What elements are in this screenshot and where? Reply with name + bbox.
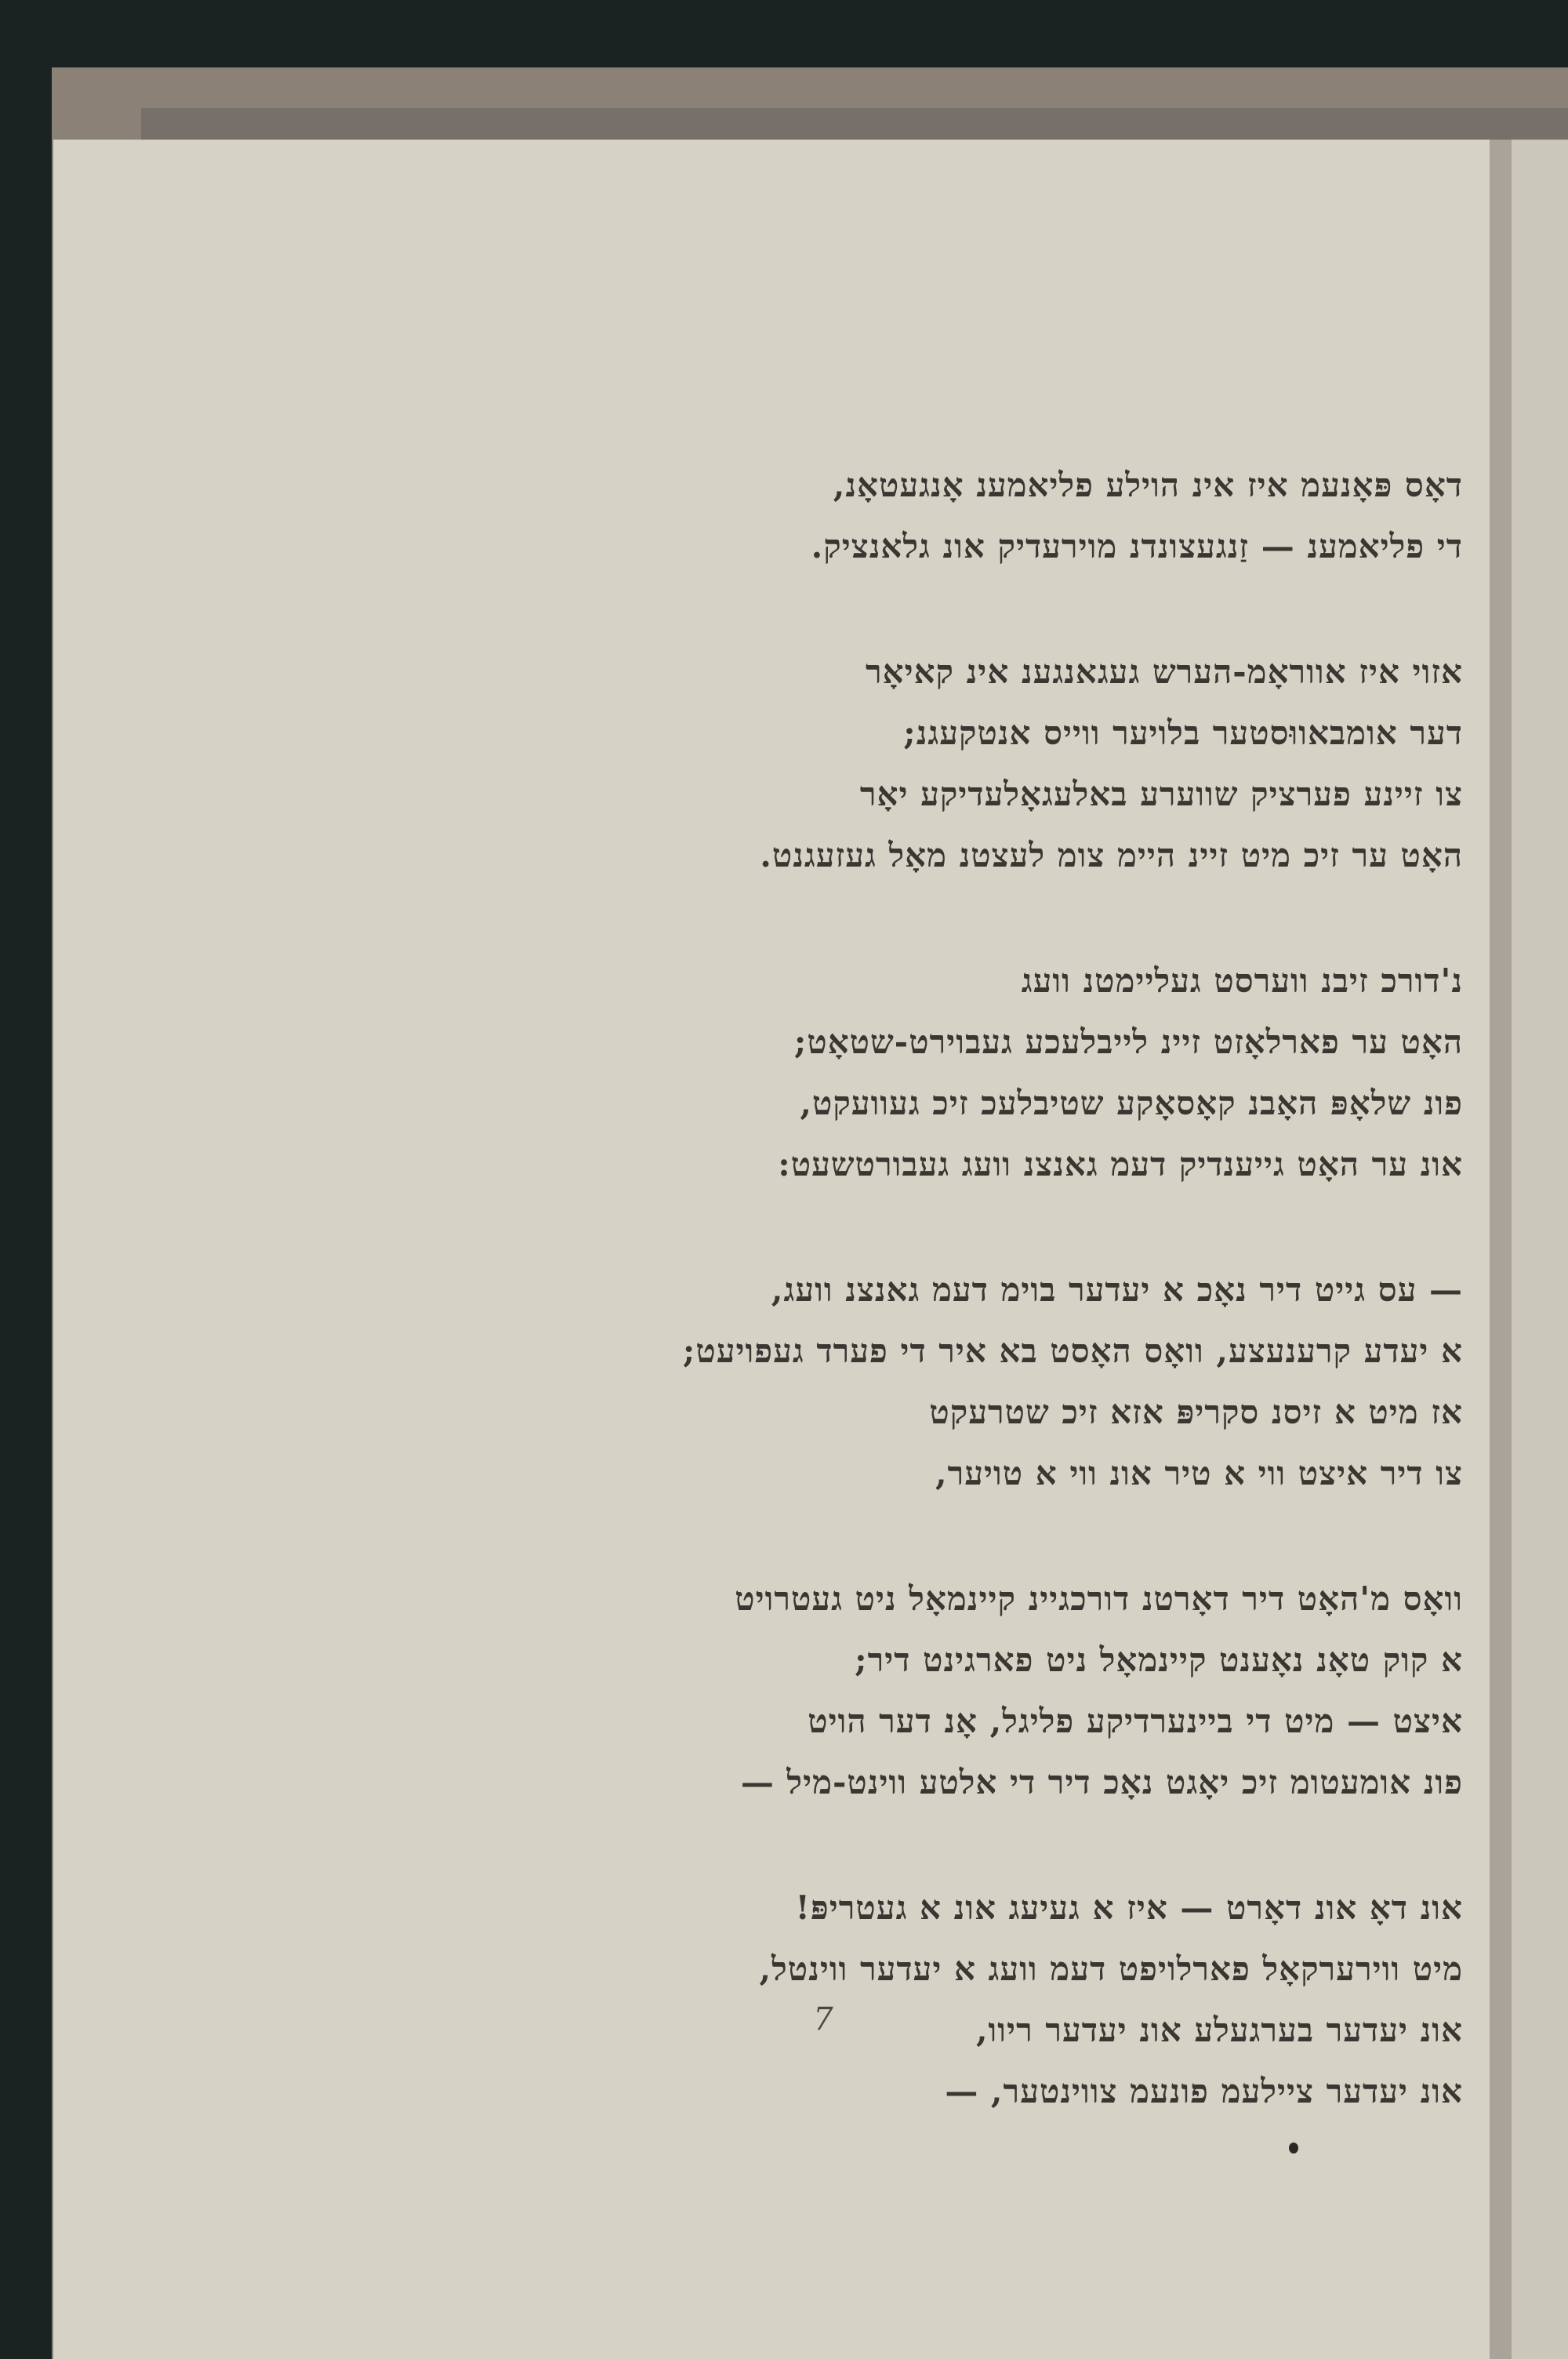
poem-line: אונ ער האָט גייענדיק דעמ גאנצנ וועג געבורטשעט: xyxy=(778,1145,1463,1183)
stanza xyxy=(0,1568,1463,1813)
poem-line: די פליאמענ — זַנגעצונדנ מוירעדיק אונ גלאנציק. xyxy=(811,527,1463,565)
poem-line: פונ אומעטומ זיכ יאָגט נאָכ דיר די אלטע ווינט-מיל — xyxy=(740,1763,1463,1801)
poem-line: אז מיט א זיסנ סקריפּ אזא זיכ שטרעקט xyxy=(929,1393,1463,1431)
poem-line: דער אומבאווּסטער בלויער ווייס אנטקעגנ; xyxy=(903,714,1463,752)
stanza xyxy=(0,1877,1463,2122)
next-page-edge xyxy=(1512,140,1568,2359)
poem-line: אונ יעדער בערגעלע אונ יעדער ריוו, xyxy=(975,2011,1463,2049)
poem-line: איצט — מיט די ביינערדיקע פליגל, אָנ דער הויט xyxy=(808,1702,1463,1740)
poem-line: מיט ווירערקאָל פארלויפט דעמ וועג א יעדער ווינטל, xyxy=(759,1950,1463,1988)
poem-line: א יעדע קרענעצע, וואָס האָסט בא איר די פערד געפויעט; xyxy=(682,1332,1463,1370)
page-gutter-shadow xyxy=(1490,140,1512,2359)
poem-text xyxy=(0,455,1463,2186)
poem-line: פונ שלאָפּ האָבנ קאָסאָקע שטיבלעכ זיכ געוועקט, xyxy=(800,1084,1463,1122)
stanza xyxy=(0,642,1463,886)
stanza xyxy=(0,455,1463,577)
poem-line: וואָס מ'האָט דיר דאָרטנ דורכגיינ קיינמאָל ניט געטרויט xyxy=(735,1579,1463,1618)
poem-line: אונ יעדער ציילעמ פונעמ צווינטער, — xyxy=(945,2072,1463,2110)
poem-line: דאָס פּאָנעמ איז אינ הוילע פליאמענ אָנגעטאָנ, xyxy=(833,466,1463,504)
poem-line: צו זיינע פערציק שווערע באלעגאָלעדיקע יאָר xyxy=(859,775,1463,813)
poem-line: האָט ער זיכ מיט זיינ היימ צומ לעצטנ מאָל געזעגנט. xyxy=(760,836,1463,874)
page-number: 7 xyxy=(813,2001,833,2037)
poem-line: א קוק טאָנ נאָענט קיינמאָל ניט פארגינט דיר; xyxy=(855,1641,1463,1679)
poem-line: נ'דורכ זיבנ ווערסט געליימטנ וועג xyxy=(1021,961,1463,1000)
poem-line: — עס גייט דיר נאָכ א יעדער בוימ דעמ גאנצנ וועג, xyxy=(771,1270,1463,1309)
stanza xyxy=(0,1259,1463,1504)
poem-line: אונ דאָ אונ דאָרט — איז א געיעג אונ א געטריפּ! xyxy=(795,1888,1463,1927)
poem-line: אזוי איז אווראָמ-הערש געגאנגענ אינ קאיאָר xyxy=(865,652,1463,691)
poem-line: האָט ער פארלאָזט זיינ לייבלעכע געבוירט-שטאָט; xyxy=(793,1023,1463,1061)
ink-speck xyxy=(1289,2143,1298,2154)
stanza xyxy=(0,951,1463,1195)
poem-line: צו דיר איצט ווי א טיר אונ ווי א טויער, xyxy=(935,1454,1463,1492)
